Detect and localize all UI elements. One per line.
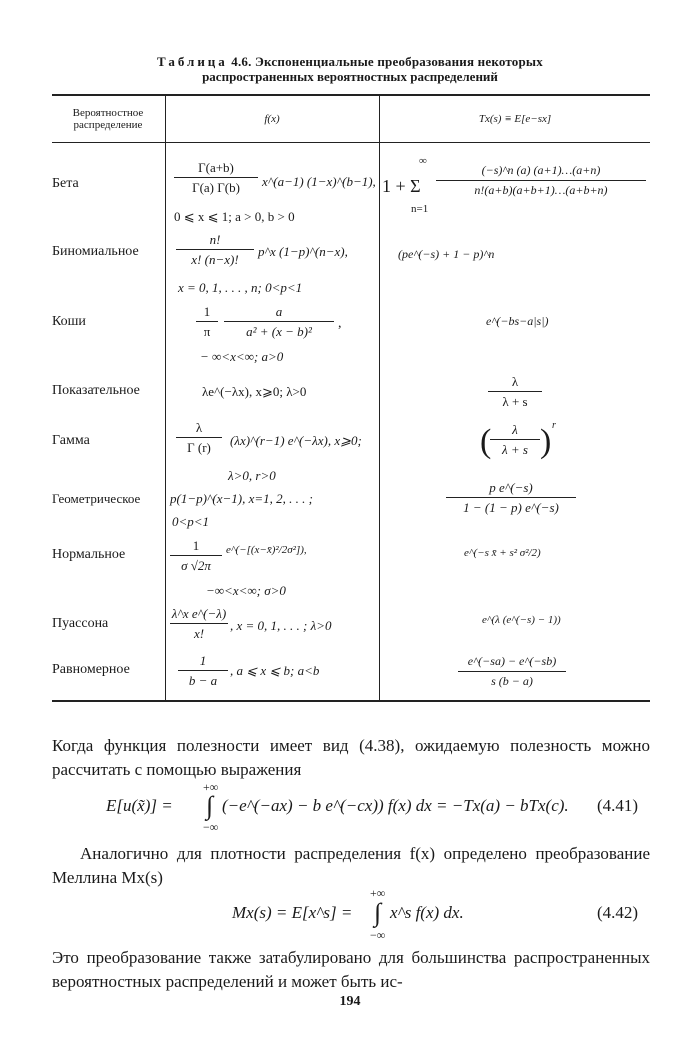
cauchy-f-numerator2: a: [275, 304, 283, 319]
binomial-f-numerator: n!: [209, 232, 221, 247]
gamma-f-condition: λ>0, r>0: [228, 468, 276, 483]
row-name-poisson: Пуассона: [52, 616, 109, 631]
binomial-transform: (pe^(−s) + 1 − p)^n: [398, 247, 495, 261]
normal-transform: e^(−s x̄ + s² σ²/2): [464, 547, 541, 559]
beta-t-numerator: (−s)^n (a) (a+1)…(a+n): [481, 163, 601, 177]
normal-f-condition: −∞<x<∞; σ>0: [206, 583, 286, 598]
cauchy-f-numerator1: 1: [203, 304, 211, 319]
table-header-rule: [52, 142, 650, 143]
cauchy-transform: e^(−bs−a|s|): [486, 314, 549, 328]
gamma-t-numerator: λ: [512, 422, 518, 437]
caption-number: 4.6.: [231, 54, 252, 69]
row-name-binomial: Биномиальное: [52, 244, 139, 259]
paragraph-3: Это преобразование также затабулировано для большинства распространенных вероятностных распределений и может быть ис-: [52, 948, 650, 991]
uniform-t-fraction: [458, 654, 566, 689]
geometric-f-condition: 0<p<1: [172, 514, 210, 529]
caption-title-line1: Экспоненциальные преобразования некоторых: [255, 54, 543, 69]
gamma-t-fraction: [490, 422, 540, 457]
poisson-f-numerator: λ^x e^(−λ): [171, 606, 227, 621]
row-name-geometric: Геометрическое: [52, 491, 141, 506]
exponential-t-fraction: [488, 374, 542, 409]
cauchy-f-fraction2: [224, 304, 334, 339]
header-distribution-line2: распределение: [73, 119, 143, 131]
caption-label: Таблица: [157, 54, 228, 69]
poisson-transform: e^(λ (e^(−s) − 1)): [482, 614, 561, 626]
beta-t-denominator: n!(a+b)(a+b+1)…(a+b+n): [474, 183, 608, 197]
row-name-cauchy: Коши: [52, 314, 86, 329]
header-fx: f(x): [264, 113, 280, 125]
paragraph-1: Когда функция полезности имеет вид (4.38), ожидаемую полезность можно рассчитать с помощью выражения: [52, 736, 650, 779]
beta-t-fraction: [436, 163, 646, 198]
table-col-divider-2: [379, 96, 380, 700]
eq441-body: (−e^(−ax) − b e^(−cx)) f(x) dx = −Tx(a) − bTx(c).: [222, 796, 569, 815]
beta-sum-upper: ∞: [419, 155, 427, 167]
eq441-lhs: E[u(x̃)] =: [106, 796, 173, 815]
eq442-lhs: Mx(s) = E[x^s] =: [232, 903, 353, 922]
geometric-t-numerator: p e^(−s): [489, 480, 533, 495]
exponential-f: λe^(−λx), x⩾0; λ>0: [202, 384, 307, 399]
cauchy-f-denominator2: a² + (x − b)²: [246, 324, 312, 339]
caption-title-line2: распространенных вероятностных распределений: [202, 69, 498, 84]
normal-f-denominator: σ √2π: [181, 558, 211, 573]
gamma-t-denominator: λ + s: [502, 442, 528, 457]
beta-t-prefix: 1 + Σ: [382, 176, 421, 196]
gamma-f-tail: (λx)^(r−1) e^(−λx), x⩾0;: [230, 433, 362, 448]
uniform-f-denominator: b − a: [188, 673, 218, 688]
table-col-divider-1: [165, 96, 166, 700]
beta-f-numerator: Γ(a+b): [198, 160, 234, 175]
beta-f-tail: x^(a−1) (1−x)^(b−1),: [262, 174, 376, 189]
eq442-body: x^s f(x) dx.: [390, 903, 464, 922]
normal-f-tail: e^(−[(x−x̄)²/2σ²]),: [226, 544, 307, 556]
uniform-f-numerator: 1: [199, 653, 207, 668]
page-number: 194: [339, 994, 361, 1009]
gamma-t-exponent: r: [552, 420, 556, 431]
exponential-t-numerator: λ: [511, 374, 519, 389]
eq442-lower-limit: −∞: [370, 928, 386, 942]
beta-f-fraction: [174, 160, 258, 195]
beta-sum-lower: n=1: [411, 203, 429, 215]
gamma-f-numerator: λ: [195, 420, 203, 435]
geometric-t-fraction: [446, 480, 576, 515]
row-name-gamma: Гамма: [52, 433, 90, 448]
gamma-t-paren-left: (: [480, 423, 492, 460]
geometric-t-denominator: 1 − (1 − p) e^(−s): [463, 500, 559, 515]
row-name-uniform: Равномерное: [52, 662, 130, 677]
beta-f-denominator: Γ(a) Γ(b): [192, 180, 240, 195]
poisson-f-tail: , x = 0, 1, . . . ; λ>0: [230, 618, 332, 633]
header-distribution-line1: Вероятностное: [72, 107, 144, 119]
table-bottom-rule: [52, 700, 650, 702]
eq441-number: (4.41): [597, 796, 639, 815]
cauchy-f-tail: ,: [338, 316, 342, 331]
beta-f-condition: 0 ⩽ x ⩽ 1; a > 0, b > 0: [174, 209, 295, 224]
gamma-f-fraction: [176, 420, 222, 455]
eq441-lower-limit: −∞: [203, 820, 219, 834]
uniform-f-tail: , a ⩽ x ⩽ b; a<b: [230, 663, 320, 678]
gamma-f-denominator: Γ (r): [187, 440, 211, 455]
cauchy-f-condition: − ∞<x<∞; a>0: [200, 349, 284, 364]
geometric-f: p(1−p)^(x−1), x=1, 2, . . . ;: [170, 491, 313, 506]
uniform-t-numerator: e^(−sa) − e^(−sb): [467, 654, 557, 668]
table-caption-line1: [0, 54, 700, 69]
binomial-f-fraction: [176, 232, 254, 267]
row-name-normal: Нормальное: [52, 547, 126, 562]
eq441-upper-limit: +∞: [203, 780, 219, 794]
uniform-f-fraction: [178, 653, 228, 688]
header-transform: Tx(s) ≡ E[e−sx]: [478, 113, 552, 125]
poisson-f-fraction: [170, 606, 228, 641]
binomial-f-denominator: x! (n−x)!: [191, 252, 239, 267]
normal-f-fraction: [170, 538, 222, 573]
eq442-integral-sign: ∫: [374, 898, 382, 927]
eq441-integral-sign: ∫: [206, 791, 214, 820]
eq442-number: (4.42): [597, 903, 639, 922]
binomial-f-condition: x = 0, 1, . . . , n; 0<p<1: [178, 280, 303, 295]
eq442-upper-limit: +∞: [370, 886, 386, 900]
exponential-t-denominator: λ + s: [502, 394, 528, 409]
row-name-exponential: Показательное: [52, 383, 140, 398]
row-name-beta: Бета: [52, 176, 79, 191]
paragraph-2: Аналогично для плотности распределения f(x) определено преобразование Меллина Mx(s): [52, 844, 650, 887]
binomial-f-tail: p^x (1−p)^(n−x),: [258, 244, 348, 259]
table-top-rule: [52, 94, 650, 96]
cauchy-f-fraction1: [196, 304, 218, 339]
poisson-f-denominator: x!: [193, 626, 205, 641]
cauchy-f-denominator1: π: [203, 324, 211, 339]
gamma-t-paren-right: ): [540, 423, 552, 460]
normal-f-numerator: 1: [192, 538, 200, 553]
header-distribution: [52, 107, 164, 131]
uniform-t-denominator: s (b − a): [491, 674, 533, 688]
